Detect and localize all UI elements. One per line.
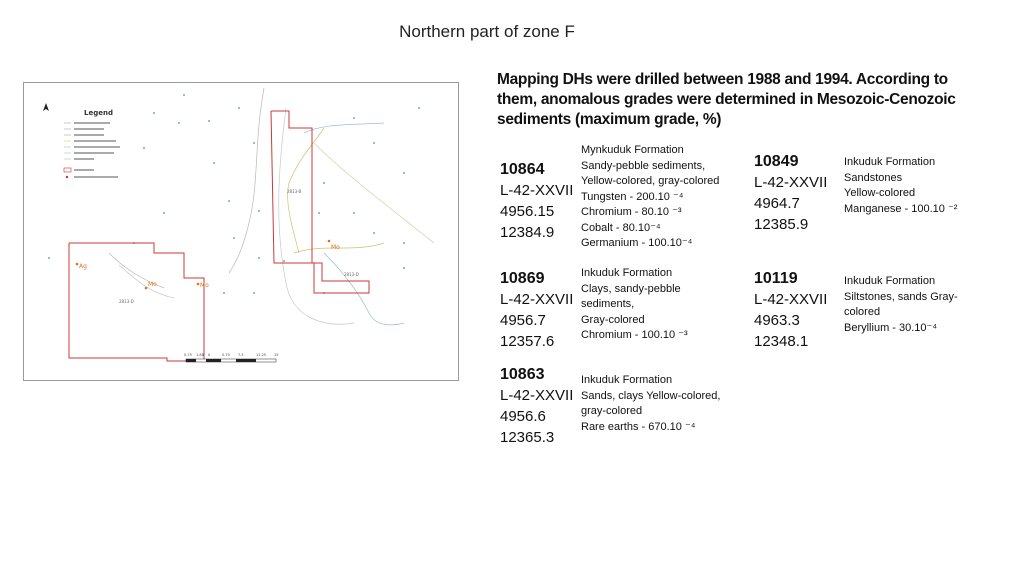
drillhole-id: 10869 — [500, 270, 545, 287]
drillhole-x: 4956.6 — [500, 408, 546, 425]
svg-text:2813-B: 2813-B — [287, 189, 302, 194]
drillhole-10849-description: Inkuduk Formation Sandstones Yellow-colored Manganese - 100.10 ⁻² — [844, 156, 958, 215]
drillhole-id: 10849 — [754, 153, 799, 170]
drillhole-10863 — [500, 365, 573, 448]
svg-text:0: 0 — [208, 353, 211, 357]
svg-text:0.75: 0.75 — [184, 353, 192, 357]
svg-text:0.70: 0.70 — [222, 353, 230, 357]
drillhole-x: 4956.15 — [500, 203, 555, 220]
map-label-mo-2: Mo — [200, 282, 209, 289]
drillhole-10863-description: Inkuduk Formation Sands, clays Yellow-colored, gray-colored Rare earths - 670.10 ⁻⁴ — [581, 374, 721, 433]
legend-title: Legend — [84, 109, 113, 117]
map-figure — [23, 82, 459, 381]
drillhole-10869 — [500, 269, 573, 352]
scale-bar — [184, 353, 278, 362]
drillhole-10119-description: Inkuduk Formation Siltstones, sands Gray- colored Beryllium - 30.10⁻⁴ — [844, 275, 958, 334]
drillhole-10864 — [500, 160, 573, 243]
drillhole-y: 12385.9 — [754, 216, 809, 233]
map-label-mo-3: Mo — [331, 244, 340, 251]
map-label-mo-1: Mo — [148, 281, 157, 288]
drillhole-sheet: L-42-XXVII — [500, 182, 574, 199]
svg-text:1.88: 1.88 — [196, 353, 204, 357]
north-arrow-icon — [43, 103, 49, 111]
drillhole-x: 4963.3 — [754, 312, 800, 329]
svg-text:7.5: 7.5 — [238, 353, 244, 357]
drillhole-10849 — [754, 152, 827, 235]
drillhole-sheet: L-42-XXVII — [500, 291, 574, 308]
drillhole-10119 — [754, 269, 827, 352]
drillhole-id: 10863 — [500, 366, 545, 383]
svg-text:2813-D: 2813-D — [119, 299, 134, 304]
drillhole-y: 12365.3 — [500, 429, 555, 446]
license-boundaries — [69, 111, 369, 361]
map-label-ag: Ag — [79, 263, 87, 270]
drillhole-x: 4956.7 — [500, 312, 546, 329]
map-legend — [64, 109, 120, 178]
svg-text:11.25: 11.25 — [256, 353, 267, 357]
map-svg — [24, 83, 458, 380]
intro-text: Mapping DHs were drilled between 1988 and 1994. According to them, anomalous grades were determined in Mesozoic-Cenozoic sediments (maximum grade, %) — [497, 71, 956, 128]
drillhole-id: 10864 — [500, 161, 545, 178]
svg-text:15: 15 — [274, 353, 279, 357]
drillhole-sheet: L-42-XXVII — [754, 291, 828, 308]
drillhole-sheet: L-42-XXVII — [500, 387, 574, 404]
drillhole-10864-description: Mynkuduk Formation Sandy-pebble sediments, Yellow-colored, gray-colored Tungsten - 200.10 ⁻⁴ Chromium - 80.10 ⁻³ Cobalt - 80.10⁻⁴ Germanium - 100.10⁻⁴ — [581, 144, 720, 249]
drillhole-10869-description: Inkuduk Formation Clays, sandy-pebble sediments, Gray-colored Chromium - 100.10 ⁻³ — [581, 267, 688, 341]
slide-title: Northern part of zone F — [399, 22, 575, 41]
drillhole-sheet: L-42-XXVII — [754, 174, 828, 191]
drillhole-y: 12357.6 — [500, 333, 555, 350]
drillhole-y: 12384.9 — [500, 224, 555, 241]
drillhole-x: 4964.7 — [754, 195, 800, 212]
svg-text:2813-D: 2813-D — [344, 272, 359, 277]
drillhole-id: 10119 — [754, 270, 798, 287]
drillhole-y: 12348.1 — [754, 333, 809, 350]
